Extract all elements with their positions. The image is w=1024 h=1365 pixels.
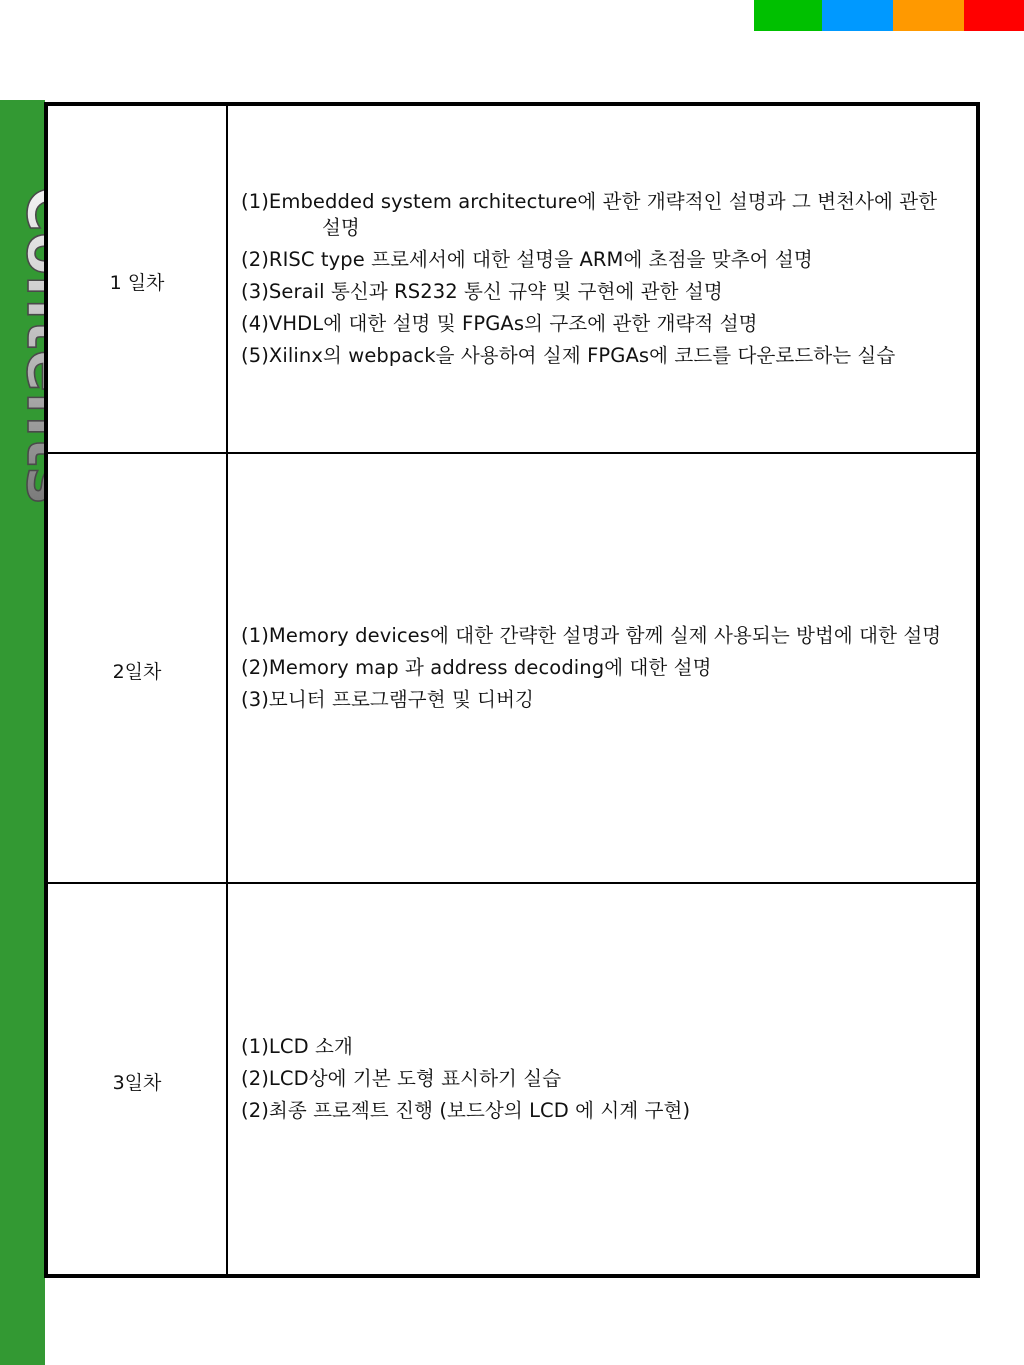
- color-strip: [754, 0, 1024, 31]
- topic-item: (2)LCD상에 기본 도형 표시하기 실습: [241, 1067, 562, 1090]
- color-swatch-red: [964, 0, 1024, 31]
- topic-item: (3)Serail 통신과 RS232 통신 규약 및 구현에 관한 설명: [241, 280, 723, 303]
- topic-item: (1)LCD 소개: [241, 1035, 353, 1058]
- topic-item: (2)최종 프로젝트 진행 (보드상의 LCD 에 시계 구현): [241, 1099, 691, 1122]
- color-swatch-blue: [822, 0, 893, 31]
- table-row-day-3: [48, 884, 976, 1274]
- color-swatch-green: [754, 0, 822, 31]
- color-swatch-orange: [893, 0, 964, 31]
- topic-item: (2)RISC type 프로세서에 대한 설명을 ARM에 초점을 맞추어 설명: [241, 248, 813, 271]
- topics-cell: [228, 106, 976, 452]
- topics-cell: [228, 454, 976, 882]
- topic-item: (5)Xilinx의 webpack을 사용하여 실제 FPGAs에 코드를 다운로드하는 실습: [241, 344, 896, 367]
- day-label: 1 일차: [48, 106, 228, 452]
- table-row-day-2: [48, 454, 976, 884]
- topic-item: (4)VHDL에 대한 설명 및 FPGAs의 구조에 관한 개략적 설명: [241, 312, 758, 335]
- topic-item: (1)Embedded system architecture에 관한 개략적인 설명과 그 변천사에 관한 설명: [241, 190, 938, 239]
- topics-cell: [228, 884, 976, 1274]
- topic-item: (3)모니터 프로그램구현 및 디버깅: [241, 688, 534, 711]
- day-label: 2일차: [48, 454, 228, 882]
- day-label: 3일차: [48, 884, 228, 1274]
- topic-item: (1)Memory devices에 대한 간략한 설명과 함께 실제 사용되는 방법에 대한 설명: [241, 624, 942, 647]
- schedule-table: [44, 102, 980, 1278]
- table-row-day-1: [48, 106, 976, 454]
- topic-item: (2)Memory map 과 address decoding에 대한 설명: [241, 656, 712, 679]
